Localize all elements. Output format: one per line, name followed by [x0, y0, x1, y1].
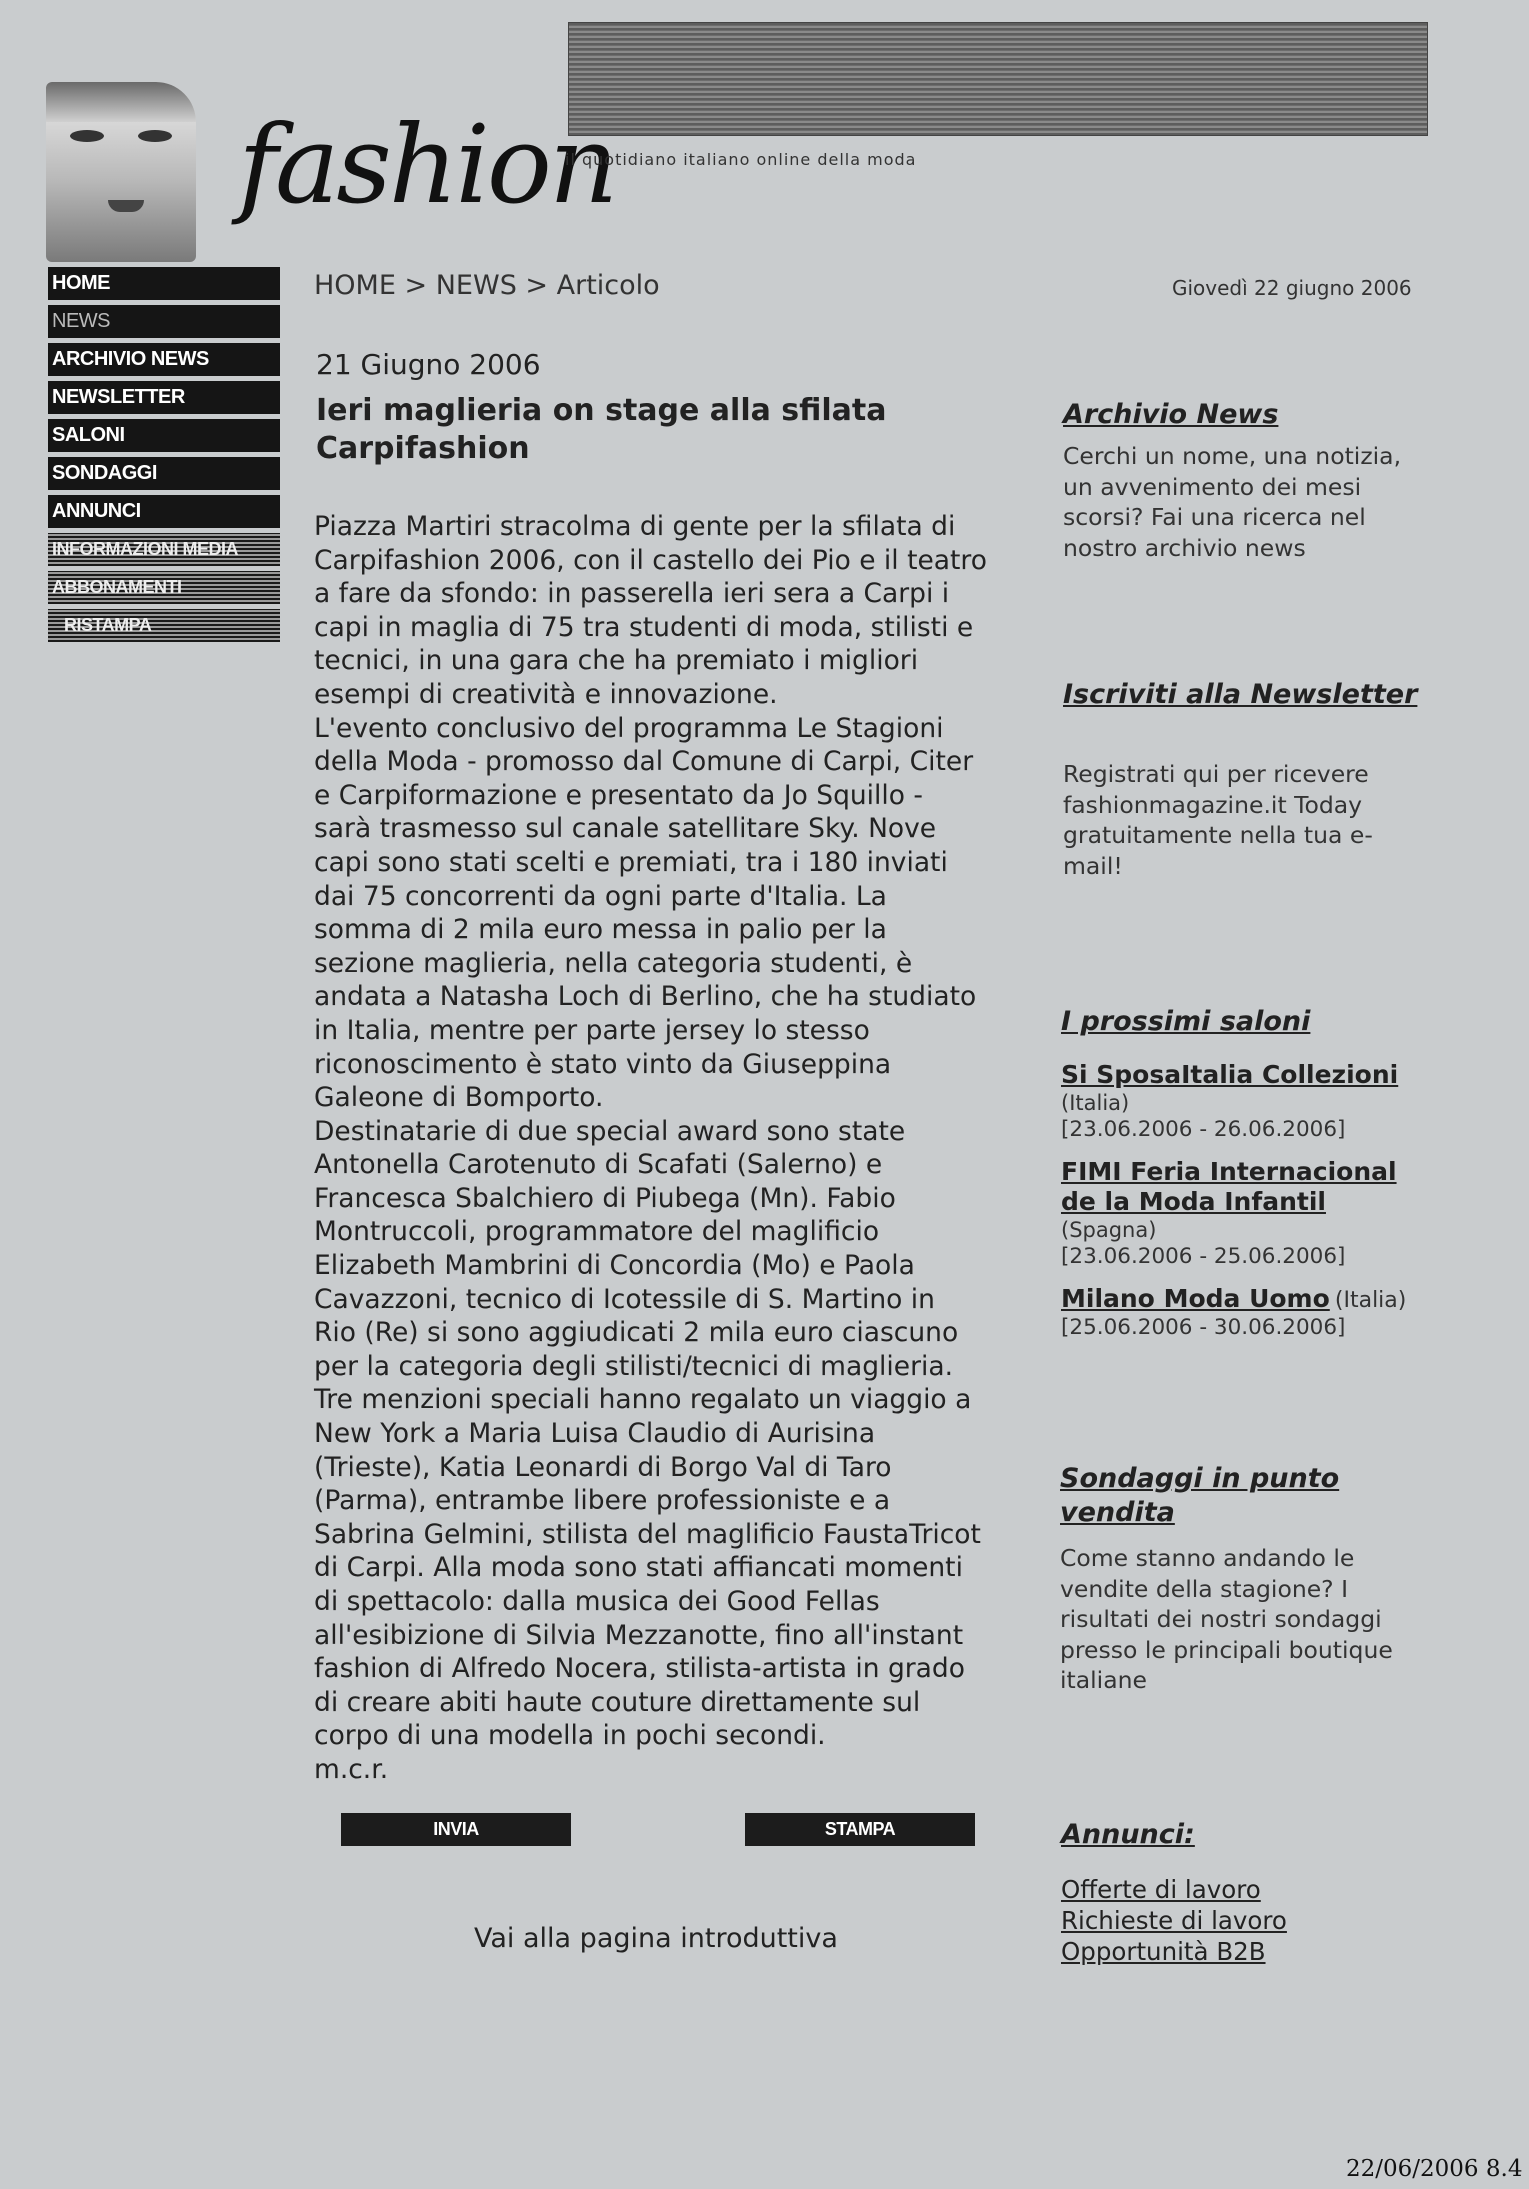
nav-ristampa[interactable]: RISTAMPA: [48, 609, 280, 642]
salone-country: (Italia): [1334, 1288, 1407, 1313]
sondaggi-description: Come stanno andando le vendite della stagione? I risultati dei nostri sondaggi presso le principali boutique italiane: [1060, 1544, 1393, 1694]
breadcrumb-home[interactable]: HOME: [314, 270, 396, 301]
breadcrumb-news[interactable]: NEWS: [435, 270, 517, 301]
nav-abbonamenti[interactable]: ABBONAMENTI: [48, 571, 280, 604]
intro-page-link[interactable]: Vai alla pagina introduttiva: [474, 1923, 838, 1954]
salone-name-link[interactable]: Si SposaItalia Collezioni: [1061, 1060, 1399, 1089]
newsletter-description: Registrati qui per ricevere fashionmagazine.it Today gratuitamente nella tua e-mail!: [1063, 760, 1373, 880]
nav-news[interactable]: NEWS: [48, 305, 280, 338]
nav-annunci[interactable]: ANNUNCI: [48, 495, 280, 528]
annunci-heading-link[interactable]: Annunci:: [1061, 1819, 1195, 1850]
salone-dates: [25.06.2006 - 30.06.2006]: [1061, 1315, 1346, 1340]
nav-newsletter[interactable]: NEWSLETTER: [48, 381, 280, 414]
nav-sondaggi[interactable]: SONDAGGI: [48, 457, 280, 490]
send-button[interactable]: INVIA: [341, 1813, 571, 1846]
article-title: Ieri maglieria on stage alla sfilata Carpifashion: [316, 393, 887, 466]
annunci-b2b-link[interactable]: Opportunità B2B: [1061, 1937, 1266, 1966]
article-date: 21 Giugno 2006: [316, 348, 541, 381]
salone-name-link[interactable]: FIMI Feria Internacional de la Moda Infantil: [1061, 1157, 1397, 1216]
annunci-offerte-link[interactable]: Offerte di lavoro: [1061, 1875, 1261, 1904]
salone-name-link[interactable]: Milano Moda Uomo: [1061, 1284, 1330, 1313]
site-logo[interactable]: fashion: [238, 103, 616, 228]
salone-dates: [23.06.2006 - 25.06.2006]: [1061, 1244, 1346, 1269]
saloni-heading-link[interactable]: I prossimi saloni: [1061, 1006, 1311, 1037]
nav-home[interactable]: HOME: [48, 267, 280, 300]
model-face-image: [46, 82, 196, 262]
breadcrumb-current: Articolo: [556, 270, 660, 301]
breadcrumb-separator: >: [404, 270, 428, 301]
nav-informazioni-media[interactable]: INFORMAZIONI MEDIA: [48, 533, 280, 566]
print-button[interactable]: STAMPA: [745, 1813, 975, 1846]
print-timestamp: 22/06/2006 8.4: [1346, 2156, 1523, 2182]
newsletter-heading-link[interactable]: Iscriviti alla Newsletter: [1063, 679, 1418, 710]
salone-dates: [23.06.2006 - 26.06.2006]: [1061, 1117, 1346, 1142]
salone-item: [1061, 1157, 1431, 1270]
archive-description: Cerchi un nome, una notizia, un avvenimento dei mesi scorsi? Fai una ricerca nel nostro archivio news: [1063, 442, 1402, 562]
article-body: Piazza Martiri stracolma di gente per la sfilata di Carpifashion 2006, con il castello dei Pio e il teatro a fare da sfondo: in passerella ieri sera a Carpi i capi in maglia di 75 tra studenti di moda, stilisti e tecnici, in una gara che ha premiato i migliori esempi di creatività e innovazione. L'evento conclusivo del programma Le Stagioni della Moda - promosso dal Comune di Carpi, Citer e Carpiformazione e presentato da Jo Squillo - sarà trasmesso sul canale satellitare Sky. Nove capi sono stati scelti e premiati, tra i 180 inviati dai 75 concorrenti da ogni parte d'Italia. La somma di 2 mila euro messa in palio per la sezione maglieria, nella categoria studenti, è andata a Natasha Loch di Berlino, che ha studiato in Italia, mentre per parte jersey lo stesso riconoscimento è stato vinto da Giuseppina Galeone di Bomporto. Destinatarie di due special award sono state Antonella Carotenuto di Scafati (Salerno) e Francesca Sbalchiero di Piubega (Mn). Fabio Montruccoli, programmatore del maglificio Elizabeth Mambrini di Concordia (Mo) e Paola Cavazzoni, tecnico di Icotessile di S. Martino in Rio (Re) si sono aggiudicati 2 mila euro ciascuno per la categoria degli stilisti/tecnici di maglieria. Tre menzioni speciali hanno regalato un viaggio a New York a Maria Luisa Claudio di Aurisina (Trieste), Katia Leonardi di Borgo Val di Taro (Parma), entrambe libere professioniste e a Sabrina Gelmini, stilista del maglificio FaustaTricot di Carpi. Alla moda sono stati affiancati momenti di spettacolo: dalla musica dei Good Fellas all'esibizione di Silvia Mezzanotte, fino all'instant fashion di Alfredo Nocera, stilista-artista in grado di creare abiti haute couture direttamente sul corpo di una modella in pochi secondi. m.c.r.: [314, 511, 987, 1785]
salone-item: [1061, 1060, 1431, 1143]
nav-saloni[interactable]: SALONI: [48, 419, 280, 452]
salone-country: (Italia): [1061, 1091, 1130, 1115]
left-nav: [48, 267, 280, 647]
saloni-list: [1061, 1060, 1431, 1355]
salone-country: (Spagna): [1061, 1218, 1157, 1242]
annunci-list: [1061, 1874, 1287, 1967]
archive-heading-link[interactable]: Archivio News: [1063, 399, 1279, 430]
breadcrumb: [314, 270, 660, 301]
salone-item: [1061, 1284, 1431, 1341]
annunci-richieste-link[interactable]: Richieste di lavoro: [1061, 1906, 1287, 1935]
site-tagline: il quotidiano italiano online della moda: [565, 150, 917, 169]
breadcrumb-separator: >: [525, 270, 549, 301]
nav-archivio-news[interactable]: ARCHIVIO NEWS: [48, 343, 280, 376]
sondaggi-heading-link[interactable]: Sondaggi in punto vendita: [1060, 1463, 1340, 1528]
banner-ad[interactable]: [568, 22, 1428, 136]
current-date: Giovedì 22 giugno 2006: [1172, 276, 1412, 300]
